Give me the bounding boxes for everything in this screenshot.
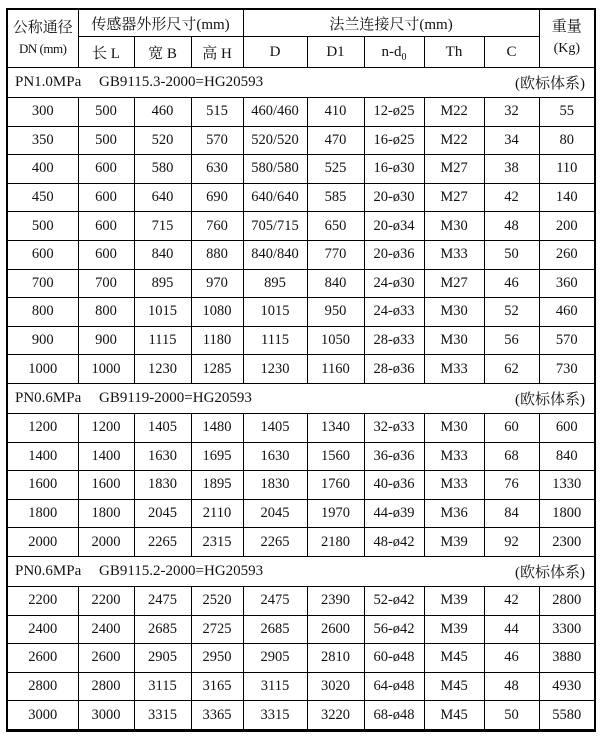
section-row <box>7 68 595 98</box>
table-cell: 1630 <box>243 442 307 471</box>
table-cell: M22 <box>424 126 484 155</box>
table-cell: 2725 <box>191 615 243 644</box>
header-col-D: D <box>243 37 307 68</box>
table-cell: 2685 <box>134 615 191 644</box>
section-system-note: (欧标体系) <box>515 76 586 92</box>
table-cell: 16-ø25 <box>364 126 424 155</box>
table-header <box>7 9 595 68</box>
table-cell: M30 <box>424 212 484 241</box>
table-cell: 1800 <box>7 499 78 528</box>
table-cell: 1405 <box>134 413 191 442</box>
table-cell: 1600 <box>7 471 78 500</box>
table-cell: 3880 <box>539 644 595 673</box>
section-header-cell <box>7 68 595 98</box>
section-pressure-rating: PN0.6MPa <box>15 389 82 406</box>
table-row <box>7 155 595 184</box>
header-dn-unit: DN (mm) <box>19 40 67 56</box>
table-cell: 2000 <box>78 528 134 557</box>
table-cell: M33 <box>424 471 484 500</box>
table-cell: 2800 <box>78 672 134 701</box>
table-cell: M45 <box>424 672 484 701</box>
table-cell: 1830 <box>243 471 307 500</box>
table-cell: 1200 <box>78 413 134 442</box>
table-cell: 650 <box>307 212 364 241</box>
table-cell: 1400 <box>78 442 134 471</box>
table-cell: 1115 <box>134 326 191 355</box>
header-weight-title: 重量 <box>551 19 582 36</box>
header-col-height-H: 高 H <box>191 37 243 68</box>
table-cell: 2045 <box>134 499 191 528</box>
table-cell: 1000 <box>7 355 78 384</box>
table-cell: 2905 <box>243 644 307 673</box>
header-dn-title: 公称通径 <box>12 20 73 37</box>
table-cell: 3365 <box>191 701 243 731</box>
table-row <box>7 413 595 442</box>
table-cell: 110 <box>539 155 595 184</box>
table-cell: 40-ø36 <box>364 471 424 500</box>
table-row <box>7 126 595 155</box>
table-cell: 3020 <box>307 672 364 701</box>
table-cell: 2110 <box>191 499 243 528</box>
table-cell: 2685 <box>243 615 307 644</box>
table-cell: 600 <box>78 240 134 269</box>
table-cell: 1630 <box>134 442 191 471</box>
table-cell: 2950 <box>191 644 243 673</box>
table-cell: 52 <box>484 298 539 327</box>
table-cell: M45 <box>424 644 484 673</box>
table-row <box>7 615 595 644</box>
table-cell: 1050 <box>307 326 364 355</box>
table-cell: M39 <box>424 528 484 557</box>
header-col-n-d0 <box>364 37 424 68</box>
table-cell: 1600 <box>78 471 134 500</box>
table-cell: 50 <box>484 701 539 731</box>
table-cell: 460 <box>539 298 595 327</box>
table-cell: 24-ø33 <box>364 298 424 327</box>
header-group-row <box>7 9 595 37</box>
table-cell: 600 <box>539 413 595 442</box>
section-header <box>8 72 594 93</box>
table-cell: 1400 <box>7 442 78 471</box>
table-row <box>7 183 595 212</box>
section-row <box>7 556 595 586</box>
table-cell: 600 <box>7 240 78 269</box>
flange-dimension-table <box>6 8 596 732</box>
table-cell: 1015 <box>243 298 307 327</box>
table-cell: 2905 <box>134 644 191 673</box>
table-cell: 84 <box>484 499 539 528</box>
table-cell: 520 <box>134 126 191 155</box>
table-row <box>7 644 595 673</box>
header-weight-unit: (Kg) <box>553 41 581 57</box>
table-cell: 1180 <box>191 326 243 355</box>
table-row <box>7 586 595 615</box>
table-cell: 500 <box>78 126 134 155</box>
table-cell: 28-ø33 <box>364 326 424 355</box>
table-cell: 525 <box>307 155 364 184</box>
table-cell: 3000 <box>78 701 134 731</box>
section-header-cell <box>7 556 595 586</box>
table-cell: 2200 <box>7 586 78 615</box>
table-cell: 2390 <box>307 586 364 615</box>
section-header-cell <box>7 383 595 413</box>
header-weight <box>539 9 595 68</box>
table-cell: 950 <box>307 298 364 327</box>
table-cell: 2800 <box>7 672 78 701</box>
header-nd-subscript: 0 <box>401 51 407 63</box>
header-col-D1: D1 <box>307 37 364 68</box>
section-standard: GB9115.3-2000=HG20593 <box>99 74 264 90</box>
table-cell: 840 <box>307 269 364 298</box>
table-cell: 5580 <box>539 701 595 731</box>
header-sub-row <box>7 37 595 68</box>
section-pressure-rating: PN0.6MPa <box>15 562 82 579</box>
table-cell: 46 <box>484 644 539 673</box>
table-cell: 1405 <box>243 413 307 442</box>
table-row <box>7 98 595 127</box>
section-row <box>7 383 595 413</box>
header-flange-dimensions-group: 法兰连接尺寸(mm) <box>243 9 539 37</box>
table-cell: 44-ø39 <box>364 499 424 528</box>
table-cell: 1230 <box>243 355 307 384</box>
table-cell: 2800 <box>539 586 595 615</box>
table-cell: 2265 <box>134 528 191 557</box>
table-cell: 580/580 <box>243 155 307 184</box>
table-cell: 570 <box>191 126 243 155</box>
table-row <box>7 355 595 384</box>
table-cell: M45 <box>424 701 484 731</box>
table-cell: 2265 <box>243 528 307 557</box>
table-cell: 715 <box>134 212 191 241</box>
table-cell: 600 <box>78 183 134 212</box>
table-cell: 520/520 <box>243 126 307 155</box>
table-cell: 1200 <box>7 413 78 442</box>
table-cell: 760 <box>191 212 243 241</box>
table-row <box>7 528 595 557</box>
section-pressure-rating: PN1.0MPa <box>15 74 82 90</box>
table-row <box>7 471 595 500</box>
table-cell: 840 <box>539 442 595 471</box>
table-row <box>7 672 595 701</box>
table-cell: 2475 <box>134 586 191 615</box>
table-cell: 64-ø48 <box>364 672 424 701</box>
table-cell: 515 <box>191 98 243 127</box>
table-cell: M33 <box>424 240 484 269</box>
table-cell: 770 <box>307 240 364 269</box>
table-cell: 140 <box>539 183 595 212</box>
table-cell: 895 <box>134 269 191 298</box>
table-cell: 42 <box>484 183 539 212</box>
table-cell: 1800 <box>78 499 134 528</box>
table-cell: 2600 <box>78 644 134 673</box>
table-cell: 1560 <box>307 442 364 471</box>
table-cell: 1970 <box>307 499 364 528</box>
table-cell: 56 <box>484 326 539 355</box>
table-cell: 38 <box>484 155 539 184</box>
table-cell: 80 <box>539 126 595 155</box>
table-cell: 1115 <box>243 326 307 355</box>
table-cell: 3165 <box>191 672 243 701</box>
table-cell: M39 <box>424 615 484 644</box>
table-cell: 500 <box>7 212 78 241</box>
table-cell: 2600 <box>307 615 364 644</box>
table-cell: 840 <box>134 240 191 269</box>
table-cell: 200 <box>539 212 595 241</box>
table-cell: M22 <box>424 98 484 127</box>
table-cell: 360 <box>539 269 595 298</box>
table-cell: 2810 <box>307 644 364 673</box>
table-cell: 630 <box>191 155 243 184</box>
table-cell: 20-ø36 <box>364 240 424 269</box>
table-cell: 2200 <box>78 586 134 615</box>
table-cell: 705/715 <box>243 212 307 241</box>
table-cell: 55 <box>539 98 595 127</box>
table-cell: 700 <box>7 269 78 298</box>
table-cell: 32 <box>484 98 539 127</box>
table-cell: 580 <box>134 155 191 184</box>
table-cell: 840/840 <box>243 240 307 269</box>
table-cell: 68-ø48 <box>364 701 424 731</box>
table-cell: 1695 <box>191 442 243 471</box>
table-cell: 60-ø48 <box>364 644 424 673</box>
table-cell: 28-ø36 <box>364 355 424 384</box>
table-cell: 2000 <box>7 528 78 557</box>
header-col-length-L: 长 L <box>78 37 134 68</box>
table-cell: 1480 <box>191 413 243 442</box>
table-cell: 46 <box>484 269 539 298</box>
table-cell: 1760 <box>307 471 364 500</box>
table-cell: 16-ø30 <box>364 155 424 184</box>
section-header <box>8 388 594 409</box>
table-cell: 2400 <box>78 615 134 644</box>
table-cell: 350 <box>7 126 78 155</box>
table-cell: 34 <box>484 126 539 155</box>
table-cell: 570 <box>539 326 595 355</box>
table-cell: 460 <box>134 98 191 127</box>
table-row <box>7 298 595 327</box>
table-cell: 3220 <box>307 701 364 731</box>
table-cell: M27 <box>424 269 484 298</box>
table-row <box>7 326 595 355</box>
header-col-width-B: 宽 B <box>134 37 191 68</box>
table-cell: 68 <box>484 442 539 471</box>
table-cell: 970 <box>191 269 243 298</box>
table-row <box>7 701 595 731</box>
table-row <box>7 240 595 269</box>
table-cell: 1285 <box>191 355 243 384</box>
table-cell: M27 <box>424 183 484 212</box>
table-cell: 900 <box>78 326 134 355</box>
table-cell: 800 <box>78 298 134 327</box>
table-cell: 20-ø30 <box>364 183 424 212</box>
table-cell: 1330 <box>539 471 595 500</box>
table-cell: 1160 <box>307 355 364 384</box>
table-cell: 2045 <box>243 499 307 528</box>
header-col-C: C <box>484 37 539 68</box>
table-cell: 1000 <box>78 355 134 384</box>
table-cell: 730 <box>539 355 595 384</box>
table-cell: 470 <box>307 126 364 155</box>
table-cell: 690 <box>191 183 243 212</box>
table-cell: 3300 <box>539 615 595 644</box>
table-cell: 900 <box>7 326 78 355</box>
table-cell: 450 <box>7 183 78 212</box>
table-row <box>7 269 595 298</box>
table-cell: 260 <box>539 240 595 269</box>
table-cell: 460/460 <box>243 98 307 127</box>
table-cell: 1830 <box>134 471 191 500</box>
header-nominal-diameter <box>7 9 78 68</box>
table-cell: 600 <box>78 212 134 241</box>
table-cell: 2315 <box>191 528 243 557</box>
section-system-note: (欧标体系) <box>515 391 586 408</box>
table-cell: 4930 <box>539 672 595 701</box>
table-cell: M27 <box>424 155 484 184</box>
table-cell: 2180 <box>307 528 364 557</box>
table-cell: 640/640 <box>243 183 307 212</box>
table-cell: M30 <box>424 413 484 442</box>
table-cell: M30 <box>424 298 484 327</box>
table-cell: 640 <box>134 183 191 212</box>
table-cell: M30 <box>424 326 484 355</box>
table-cell: 62 <box>484 355 539 384</box>
table-cell: 2475 <box>243 586 307 615</box>
table-cell: 3000 <box>7 701 78 731</box>
table-cell: 1800 <box>539 499 595 528</box>
table-cell: 50 <box>484 240 539 269</box>
table-cell: 800 <box>7 298 78 327</box>
table-cell: 410 <box>307 98 364 127</box>
table-cell: M36 <box>424 499 484 528</box>
table-cell: 895 <box>243 269 307 298</box>
header-col-Th: Th <box>424 37 484 68</box>
table-body <box>7 68 595 731</box>
table-row <box>7 499 595 528</box>
table-cell: 1080 <box>191 298 243 327</box>
table-cell: 1895 <box>191 471 243 500</box>
table-cell: 585 <box>307 183 364 212</box>
table-cell: 48 <box>484 212 539 241</box>
table-cell: 32-ø33 <box>364 413 424 442</box>
table-cell: 2600 <box>7 644 78 673</box>
section-standard: GB9119-2000=HG20593 <box>99 389 252 406</box>
table-cell: 48 <box>484 672 539 701</box>
table-cell: 700 <box>78 269 134 298</box>
table-cell: 1230 <box>134 355 191 384</box>
table-cell: 48-ø42 <box>364 528 424 557</box>
table-row <box>7 212 595 241</box>
section-standard: GB9115.2-2000=HG20593 <box>99 562 264 579</box>
table-cell: 36-ø36 <box>364 442 424 471</box>
table-cell: 1015 <box>134 298 191 327</box>
table-cell: 92 <box>484 528 539 557</box>
table-cell: M33 <box>424 355 484 384</box>
table-cell: M33 <box>424 442 484 471</box>
table-cell: 76 <box>484 471 539 500</box>
table-cell: 2520 <box>191 586 243 615</box>
header-nd-label: n-d <box>381 43 402 60</box>
table-cell: 3115 <box>243 672 307 701</box>
table-cell: 880 <box>191 240 243 269</box>
table-cell: 2300 <box>539 528 595 557</box>
table-cell: 42 <box>484 586 539 615</box>
table-cell: 20-ø34 <box>364 212 424 241</box>
table-cell: 3115 <box>134 672 191 701</box>
table-cell: 56-ø42 <box>364 615 424 644</box>
table-cell: 600 <box>78 155 134 184</box>
table-cell: M39 <box>424 586 484 615</box>
table-cell: 1340 <box>307 413 364 442</box>
table-cell: 52-ø42 <box>364 586 424 615</box>
table-cell: 3315 <box>243 701 307 731</box>
section-system-note: (欧标体系) <box>515 564 586 581</box>
table-cell: 24-ø30 <box>364 269 424 298</box>
table-cell: 500 <box>78 98 134 127</box>
table-cell: 2400 <box>7 615 78 644</box>
table-cell: 44 <box>484 615 539 644</box>
table-cell: 3315 <box>134 701 191 731</box>
table-cell: 400 <box>7 155 78 184</box>
table-row <box>7 442 595 471</box>
header-sensor-dimensions-group: 传感器外形尺寸(mm) <box>78 9 243 37</box>
table-cell: 12-ø25 <box>364 98 424 127</box>
section-header <box>8 561 594 582</box>
table-cell: 60 <box>484 413 539 442</box>
table-cell: 300 <box>7 98 78 127</box>
